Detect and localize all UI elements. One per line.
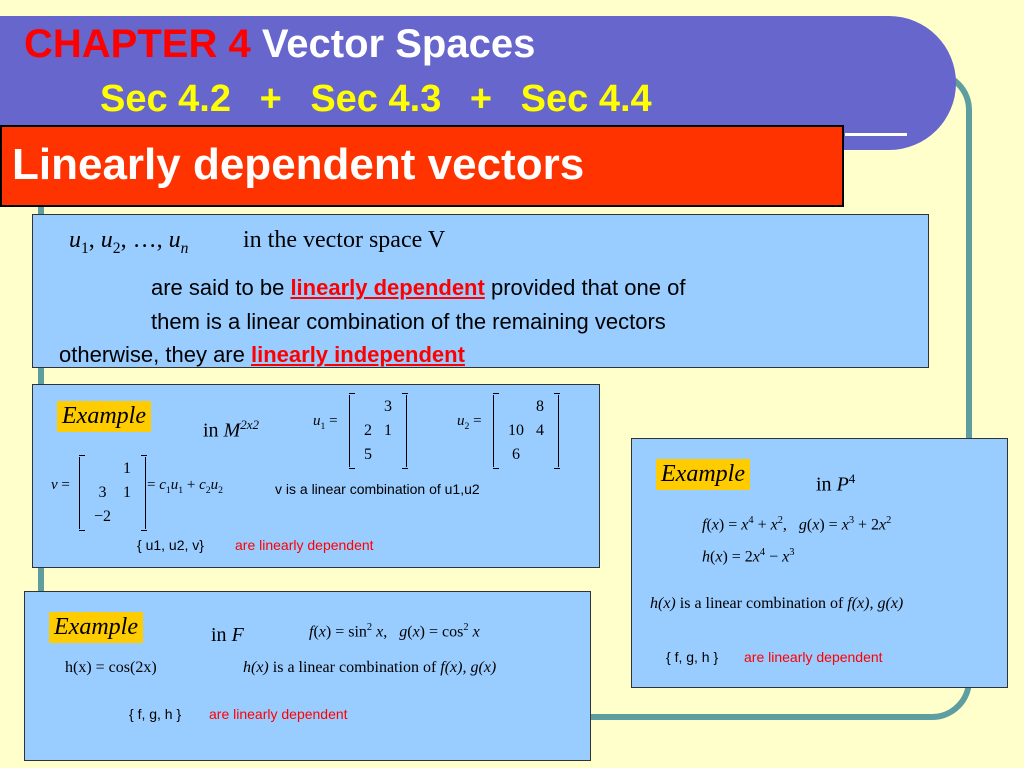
u2-matrix [493, 395, 559, 467]
example-panel-functions [24, 591, 591, 761]
term-dependent: linearly dependent [290, 275, 485, 300]
space-label: in $M^{2x2}$ [203, 417, 260, 442]
header-rule [845, 133, 907, 136]
matrix-cell: 3 [384, 398, 392, 415]
example-tag: Example [49, 612, 143, 643]
matrix-cell: 1 [123, 484, 132, 501]
section-label: Sec 4.2 [100, 78, 231, 120]
definition-text: otherwise, they are [59, 342, 245, 367]
topic-label: Vector Spaces [261, 22, 536, 66]
subtitle-banner [0, 125, 844, 207]
chapter-label: CHAPTER 4 [24, 22, 251, 66]
combination-note: v is a linear combination of u1,u2 [275, 481, 480, 497]
vector-list: $u_1$, $u_2$, …, $u_n$ [69, 227, 189, 257]
fg-definition: $f(x) = x^4 + x^2$, $g(x) = x^3 + 2x^2$ [702, 515, 892, 534]
h-definition: $h(x) = 2x^4 - x^3$ [702, 547, 795, 566]
matrix-cell: −2 [94, 508, 112, 525]
matrix-cell: 5 [364, 446, 372, 463]
combination-note: h(x) is a linear combination of f(x), g(x) [650, 595, 904, 612]
section-plus: + [469, 78, 493, 120]
matrix-cell: 10 [508, 422, 524, 439]
example-panel-matrices [32, 384, 600, 568]
example-tag: Example [656, 459, 750, 490]
dependent-conclusion: are linearly dependent [744, 649, 883, 665]
set-label: { u1, u2, v} [137, 537, 204, 553]
matrix-cell: 8 [536, 398, 544, 415]
vector-space-phrase: in the vector space V [243, 227, 446, 253]
fg-definition: $f(x) = \sin^2 x$, $g(x) = \cos^2 x$ [309, 622, 480, 641]
page-title [24, 22, 535, 67]
definition-line-3 [59, 342, 465, 368]
section-label: Sec 4.4 [520, 78, 652, 120]
matrix-cell: 1 [384, 422, 392, 439]
u1-matrix [349, 395, 407, 467]
example-panel-polynomials [631, 438, 1008, 688]
section-list [100, 78, 652, 121]
definition-line-1 [151, 275, 685, 301]
definition-text: are said to be [151, 275, 285, 300]
set-label: { f, g, h } [666, 649, 719, 665]
space-label: in $P^4$ [816, 471, 856, 496]
combination-equation: = $c_1u_1 + c_2u_2$ [147, 477, 224, 496]
matrix-cell: 6 [512, 446, 520, 463]
set-label: { f, g, h } [129, 706, 182, 722]
example-tag: Example [57, 401, 151, 432]
dependent-conclusion: are linearly dependent [209, 706, 348, 722]
matrix-cell: 3 [98, 484, 107, 501]
v-label: v = [51, 477, 70, 493]
matrix-cell: 2 [364, 422, 372, 439]
space-label: in F [211, 624, 244, 646]
u1-label: $u_1$ = [313, 413, 338, 432]
combination-note: h(x) is a linear combination of f(x), g(x) [243, 659, 497, 676]
u2-label: $u_2$ = [457, 413, 482, 432]
matrix-cell: 1 [123, 460, 132, 477]
section-label: Sec 4.3 [310, 78, 442, 120]
v-matrix [79, 457, 146, 529]
term-independent: linearly independent [251, 342, 465, 367]
slide-subtitle: Linearly dependent vectors [12, 140, 585, 189]
definition-panel [32, 214, 929, 368]
matrix-cell: 4 [536, 422, 544, 439]
definition-text: provided that one of [490, 275, 686, 300]
definition-line-2: them is a linear combination of the remaining vectors [151, 309, 666, 334]
section-plus: + [259, 78, 282, 120]
dependent-conclusion: are linearly dependent [235, 537, 374, 553]
h-definition: h(x) = cos(2x) [65, 659, 157, 676]
